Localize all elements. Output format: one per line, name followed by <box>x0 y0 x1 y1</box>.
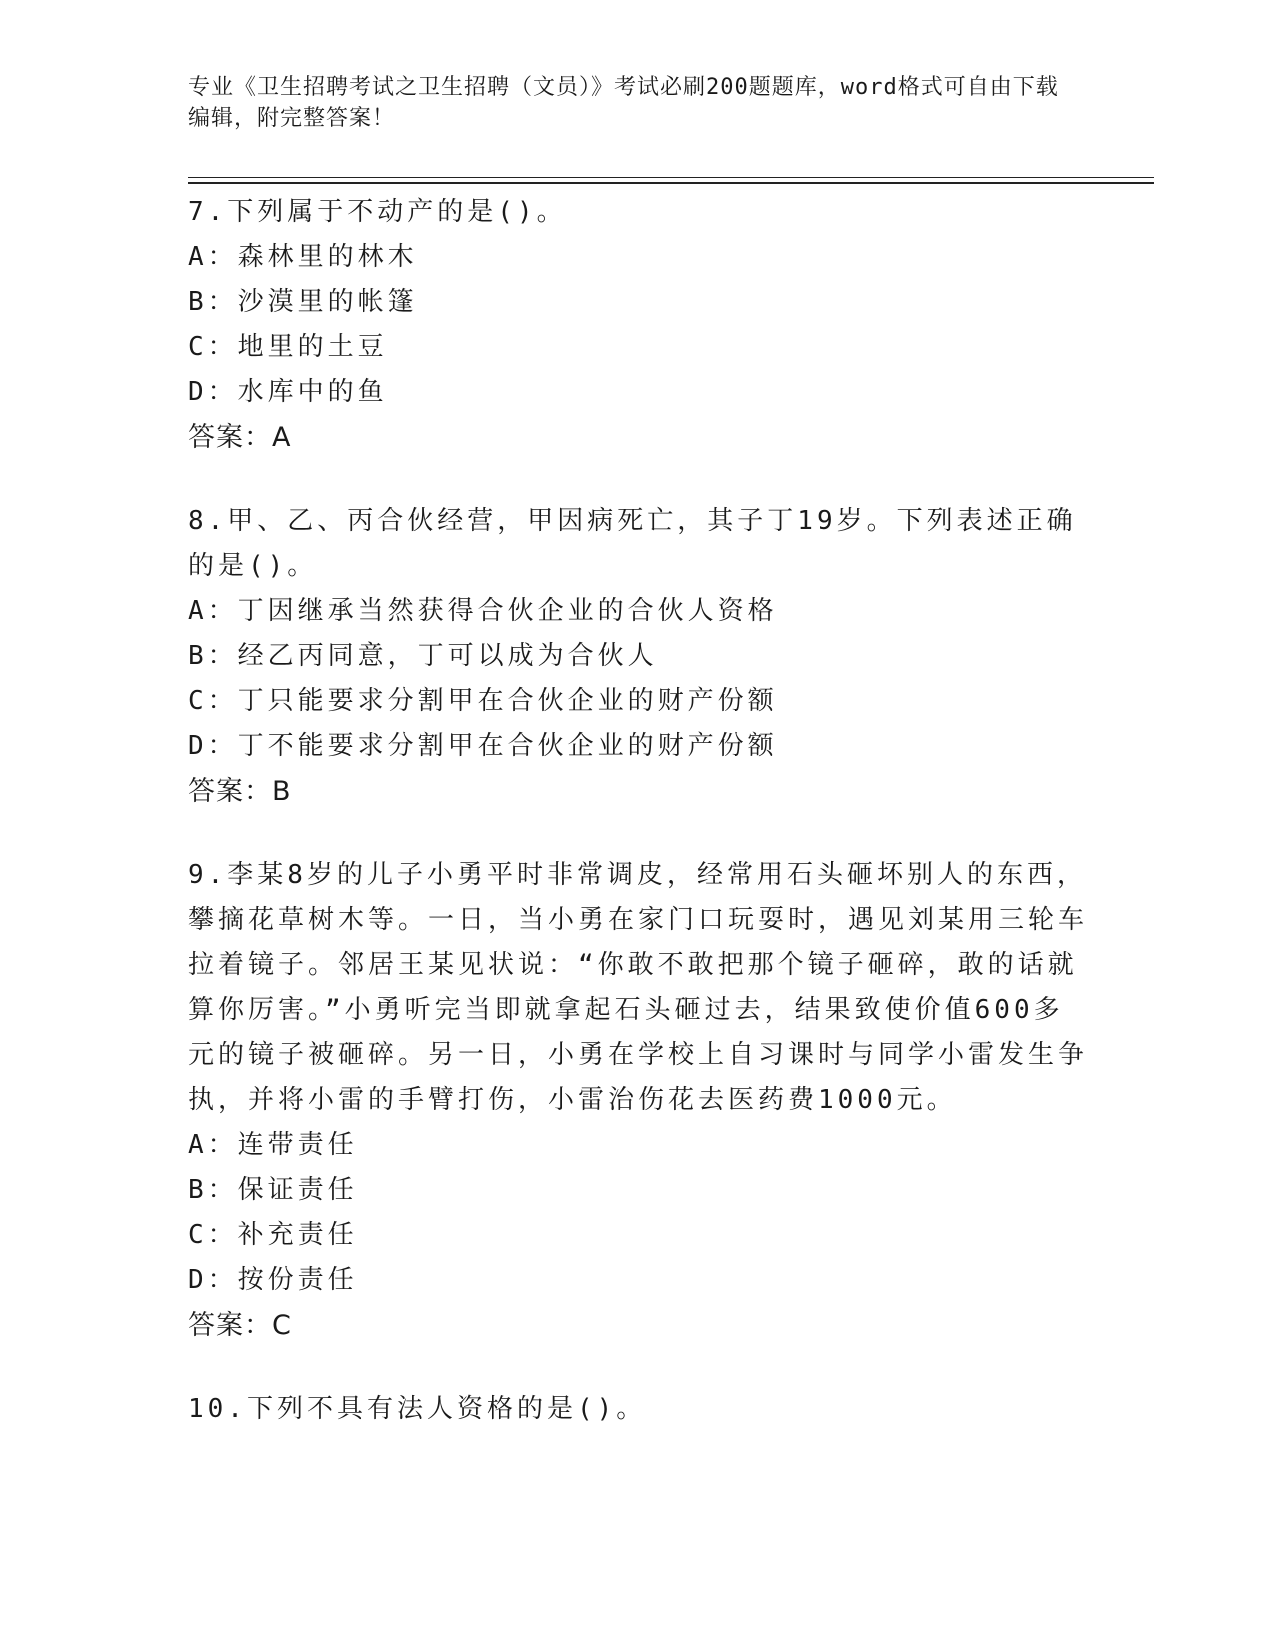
header-rule-thin <box>188 177 1154 178</box>
answer-line <box>188 769 1088 815</box>
option-d: D：水库中的鱼 <box>188 377 388 407</box>
answer-label: 答案： <box>188 422 272 453</box>
option-a: A：丁因继承当然获得合伙企业的合伙人资格 <box>188 596 778 626</box>
question-stem: 7.下列属于不动产的是()。 <box>188 197 567 227</box>
answer-value: A <box>272 422 292 453</box>
question-stem: 9.李某8岁的儿子小勇平时非常调皮，经常用石头砸坏别人的东西，攀摘花草树木等。一日，当小勇在家门口玩耍时，遇见刘某用三轮车拉着镜子。邻居王某见状说：“你敢不敢把那个镜子砸碎，敢的话就算你厉害。”小勇听完当即就拿起石头砸过去，结果致使价值600多元的镜子被砸碎。另一日，小勇在学校上自习课时与同学小雷发生争执，并将小雷的手臂打伤，小雷治伤花去医药费1000元。 <box>188 860 1089 1115</box>
option-c: C：补充责任 <box>188 1220 358 1250</box>
header-text: 专业《卫生招聘考试之卫生招聘（文员）》考试必刷200题题库，word格式可自由下载编辑，附完整答案！ <box>188 75 1059 131</box>
question-stem: 10.下列不具有法人资格的是()。 <box>188 1394 647 1424</box>
option-b: B：沙漠里的帐篷 <box>188 287 418 317</box>
question-list <box>188 190 1088 1470</box>
header-rule-thick <box>188 182 1154 184</box>
option-b: B：经乙丙同意，丁可以成为合伙人 <box>188 641 658 671</box>
question-8 <box>188 499 1088 815</box>
option-d: D：按份责任 <box>188 1265 358 1295</box>
option-b: B：保证责任 <box>188 1175 358 1205</box>
answer-label: 答案： <box>188 1310 272 1341</box>
option-c: C：丁只能要求分割甲在合伙企业的财产份额 <box>188 686 778 716</box>
option-a: A：森林里的林木 <box>188 242 418 272</box>
answer-value: C <box>272 1310 292 1341</box>
answer-line <box>188 1303 1088 1349</box>
question-9 <box>188 853 1088 1349</box>
question-10 <box>188 1387 1088 1432</box>
option-a: A：连带责任 <box>188 1130 358 1160</box>
answer-label: 答案： <box>188 776 272 807</box>
option-c: C：地里的土豆 <box>188 332 388 362</box>
question-stem: 8.甲、乙、丙合伙经营，甲因病死亡，其子丁19岁。下列表述正确的是()。 <box>188 506 1077 581</box>
answer-value: B <box>272 776 292 807</box>
question-7 <box>188 190 1088 461</box>
document-header <box>188 72 1068 134</box>
option-d: D：丁不能要求分割甲在合伙企业的财产份额 <box>188 731 778 761</box>
answer-line <box>188 415 1088 461</box>
